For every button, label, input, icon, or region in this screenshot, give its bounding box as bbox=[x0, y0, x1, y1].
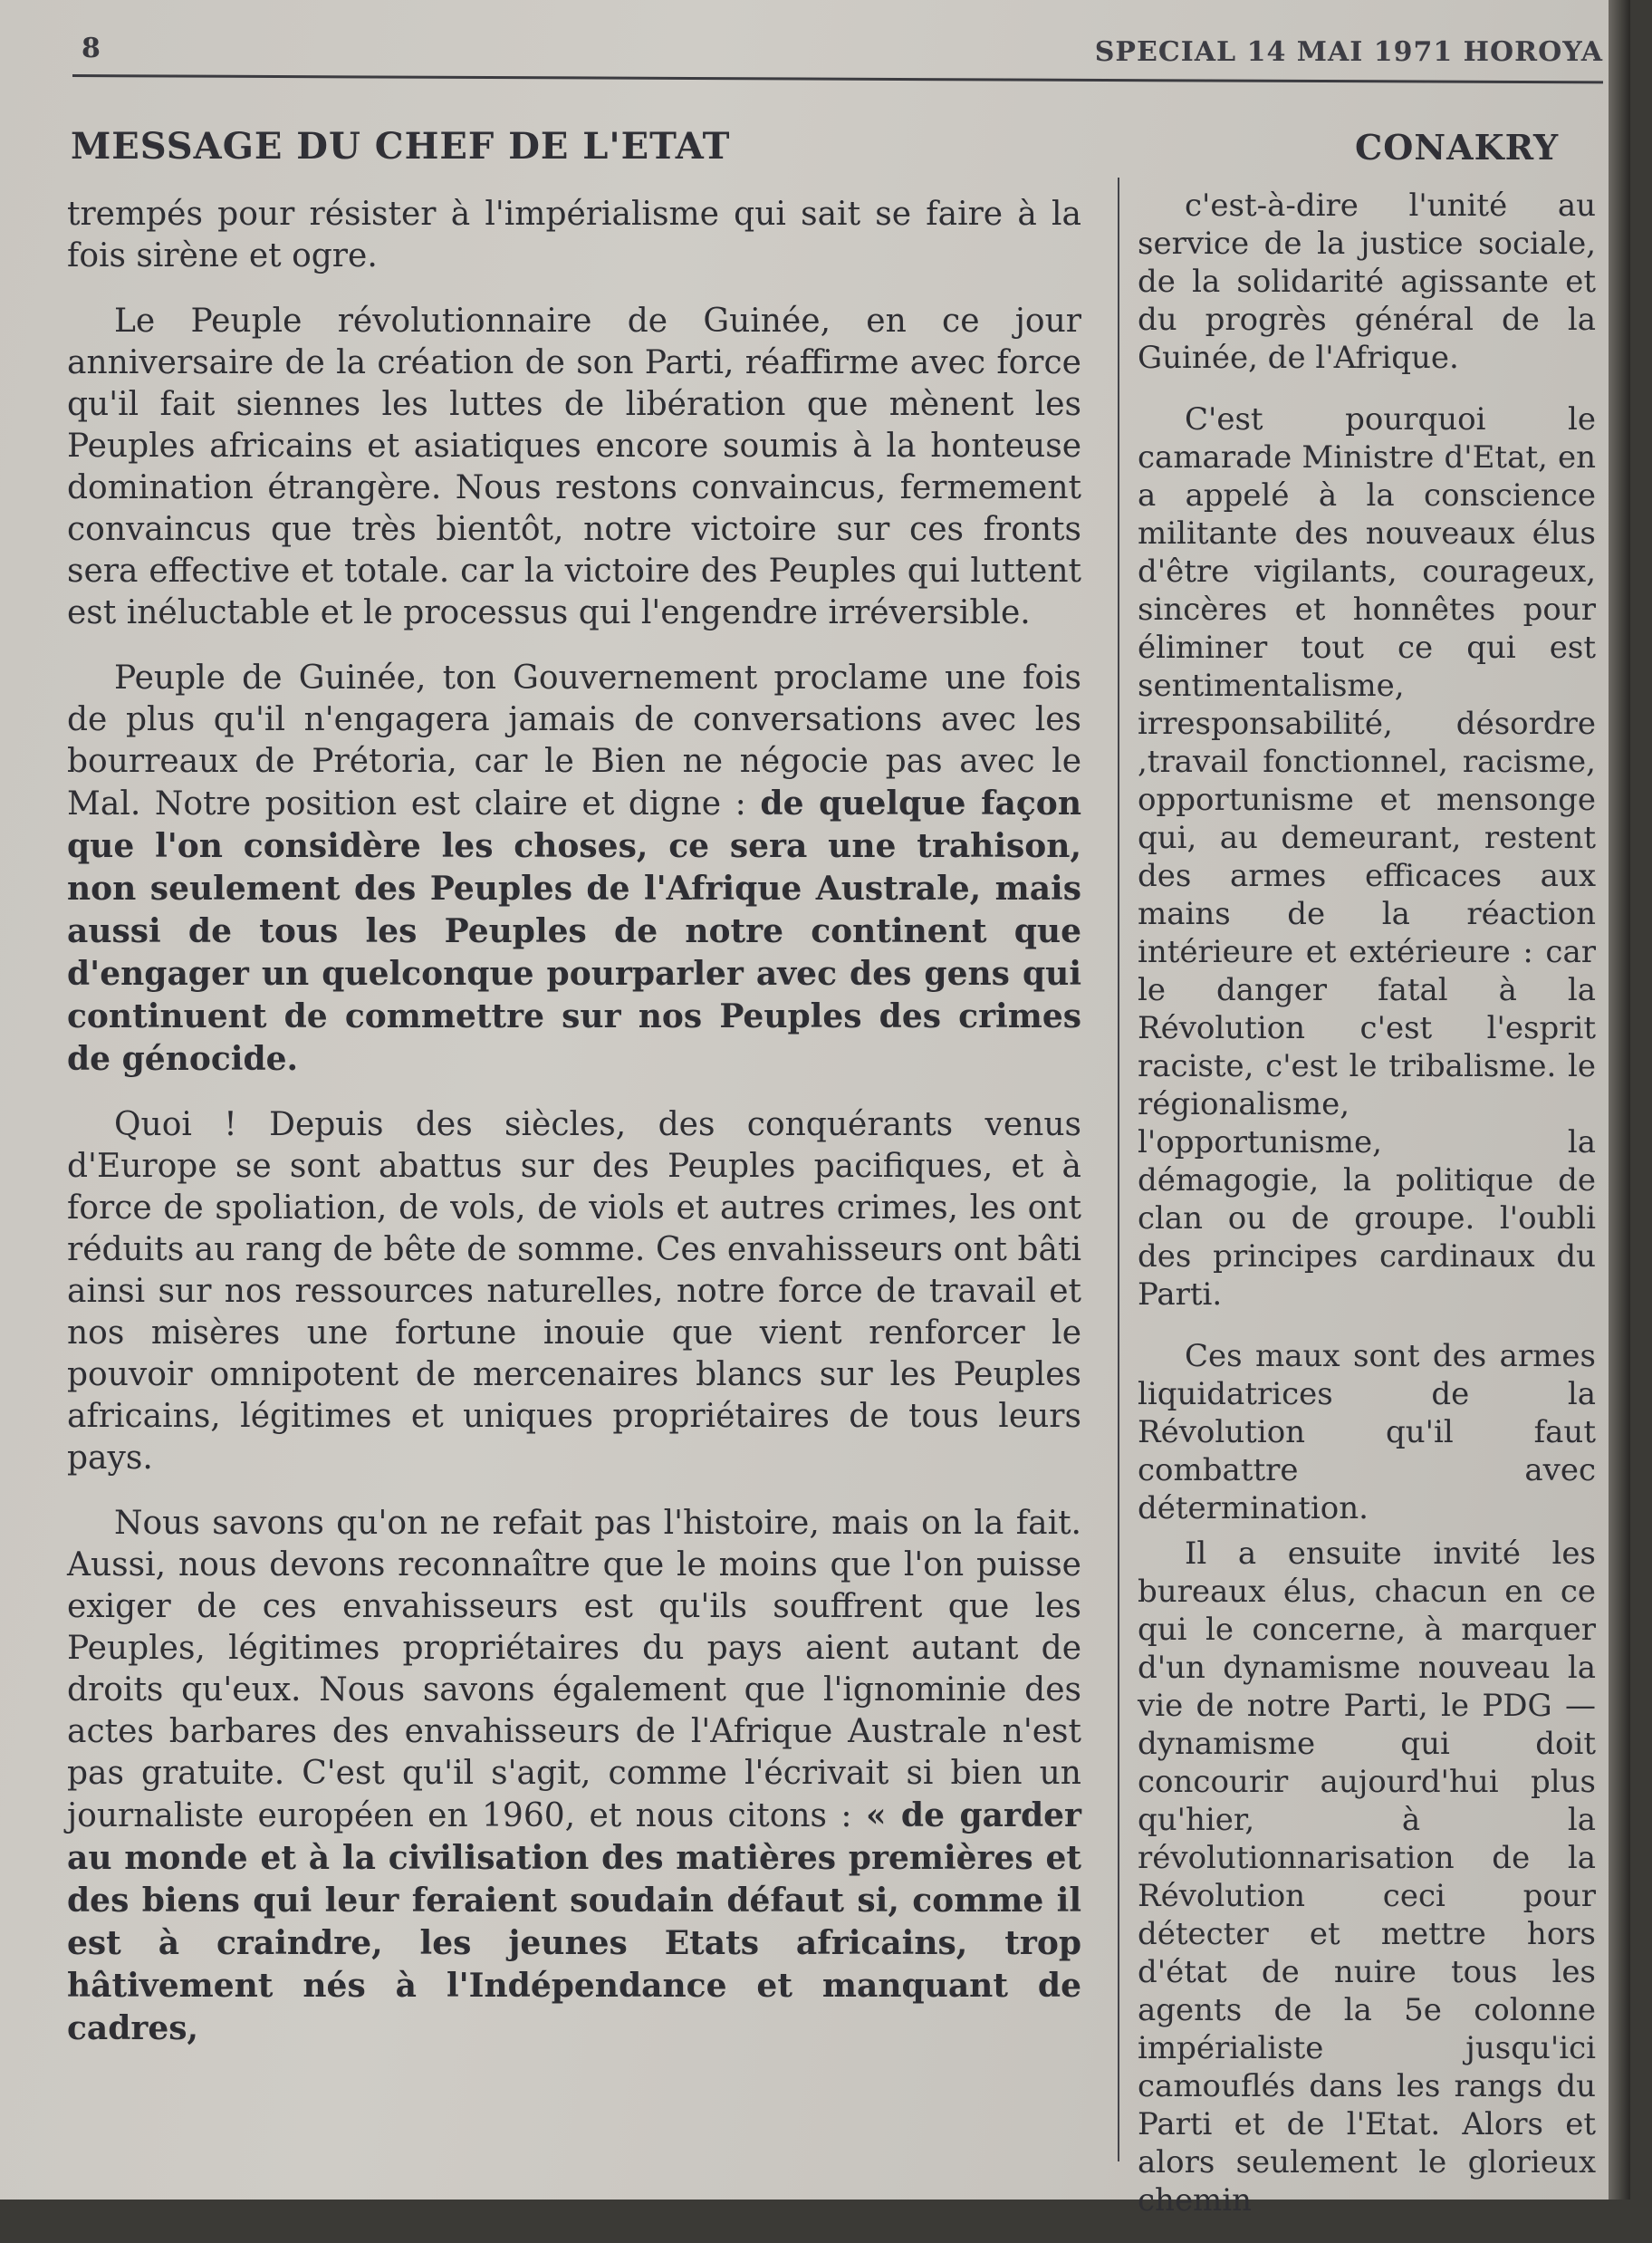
page-edge-shadow bbox=[1609, 0, 1630, 2200]
header-rule bbox=[72, 74, 1603, 83]
page-header bbox=[72, 27, 1603, 72]
paragraph: c'est-à-dire l'unité au service de la justice sociale, de la solidarité agissante et du progrès général de la Guinée, de l'Afrique. bbox=[1138, 188, 1596, 376]
right-column bbox=[1138, 187, 1596, 2243]
paragraph bbox=[67, 1503, 1081, 2050]
section-title: MESSAGE DU CHEF DE L'ETAT bbox=[71, 125, 731, 168]
issue-line: SPECIAL 14 MAI 1971 HOROYA bbox=[1094, 36, 1603, 68]
paragraph: trempés pour résister à l'impérialisme qui sait se faire à la fois sirène et ogre. bbox=[67, 196, 1081, 274]
paragraph: Le Peuple révolutionnaire de Guinée, en ce jour anniversaire de la création de son Parti, réaffirme avec force qu'il fait siennes les luttes de libération que mènent les Peuples africains et asiatiques encore soumis à la honteuse domination étrangère. Nous restons convaincus, fermement convaincus que très bientôt, notre victoire sur ces fronts sera effective et totale. car la victoire des Peuples qui luttent est inéluctable et le processus qui l'engendre irréversible. bbox=[67, 303, 1081, 631]
paragraph-bold-text: de quelque façon que l'on considère les choses, ce sera une trahison, non seulement des Peuples de l'Afrique Australe, mais aussi de tous les Peuples de notre continent que d'engager un quelconque pourparler avec des gens qui continuent de commettre sur nos Peuples des crimes de génocide. bbox=[67, 785, 1081, 1078]
paragraph-text: Peuple de Guinée, ton Gouvernement proclame une fois de plus qu'il n'engagera jamais de conversations avec les bourreaux de Prétoria, car le Bien ne négocie pas avec le Mal. Notre position est claire et digne : bbox=[67, 659, 1081, 823]
paragraph: Ces maux sont des armes liquidatrices de la Révolution qu'il faut combattre avec détermination. bbox=[1138, 1338, 1596, 1526]
section-city: CONAKRY bbox=[1355, 127, 1560, 168]
quotation-bold-text: « de garder au monde et à la civilisation des matières premières et des biens qui leur feraient soudain défaut si, comme il est à craindre, les jeunes Etats africains, trop hâtivement nés à l'Indépendance et manquant de cadres, bbox=[67, 1796, 1082, 2047]
paragraph: Quoi ! Depuis des siècles, des conquérants venus d'Europe se sont abattus sur des Peuples pacifiques, et à force de spoliation, de vols, de viols et autres crimes, les ont réduits au rang de bête de somme. Ces envahisseurs ont bâti ainsi sur nos ressources naturelles, notre force de travail et nos misères une fortune inouie que vient renforcer le pouvoir omnipotent de mercenaires blancs sur les Peuples africains, légitimes et uniques propriétaires de tous leurs pays. bbox=[67, 1106, 1081, 1477]
left-column bbox=[67, 194, 1081, 2074]
page-number: 8 bbox=[82, 33, 101, 64]
column-divider bbox=[1118, 178, 1119, 2161]
paragraph: Il a ensuite invité les bureaux élus, chacun en ce qui le concerne, à marquer d'un dynamisme nouveau la vie de notre Parti, le PDG — dynamisme qui doit concourir aujourd'hui plus qu'hier, à la révolutionnarisation de la Révolution ceci pour détecter et mettre hors d'état de nuire tous les agents de la 5e colonne impérialiste jusqu'ici camouflés dans les rangs du Parti et de l'Etat. Alors et alors seulement le glorieux chemin bbox=[1138, 1535, 1596, 2219]
paragraph: C'est pourquoi le camarade Ministre d'Etat, en a appelé à la conscience militante des nouveaux élus d'être vigilants, courageux, sincères et honnêtes pour éliminer tout ce qui est sentimentalisme, irresponsabilité, désordre ,travail fonctionnel, racisme, opportunisme et mensonge qui, au demeurant, restent des armes efficaces aux mains de la réaction intérieure et extérieure : car le danger fatal à la Révolution c'est l'esprit raciste, c'est le tribalisme. le régionalisme, l'opportunisme, la démagogie, la politique de clan ou de groupe. l'oubli des principes cardinaux du Parti. bbox=[1138, 401, 1596, 1313]
paragraph bbox=[67, 658, 1081, 1081]
paragraph-text: Nous savons qu'on ne refait pas l'histoire, mais on la fait. Aussi, nous devons reconnaître que le moins que l'on puisse exiger de ces envahisseurs est qu'ils souffrent que les Peuples, légitimes propriétaires du pays aient autant de droits qu'eux. Nous savons également que l'ignominie des actes barbares des envahisseurs de l'Afrique Australe n'est pas gratuite. C'est qu'il s'agit, comme l'écrivait si bien un journaliste européen en 1960, et nous citons : bbox=[67, 1505, 1081, 1834]
